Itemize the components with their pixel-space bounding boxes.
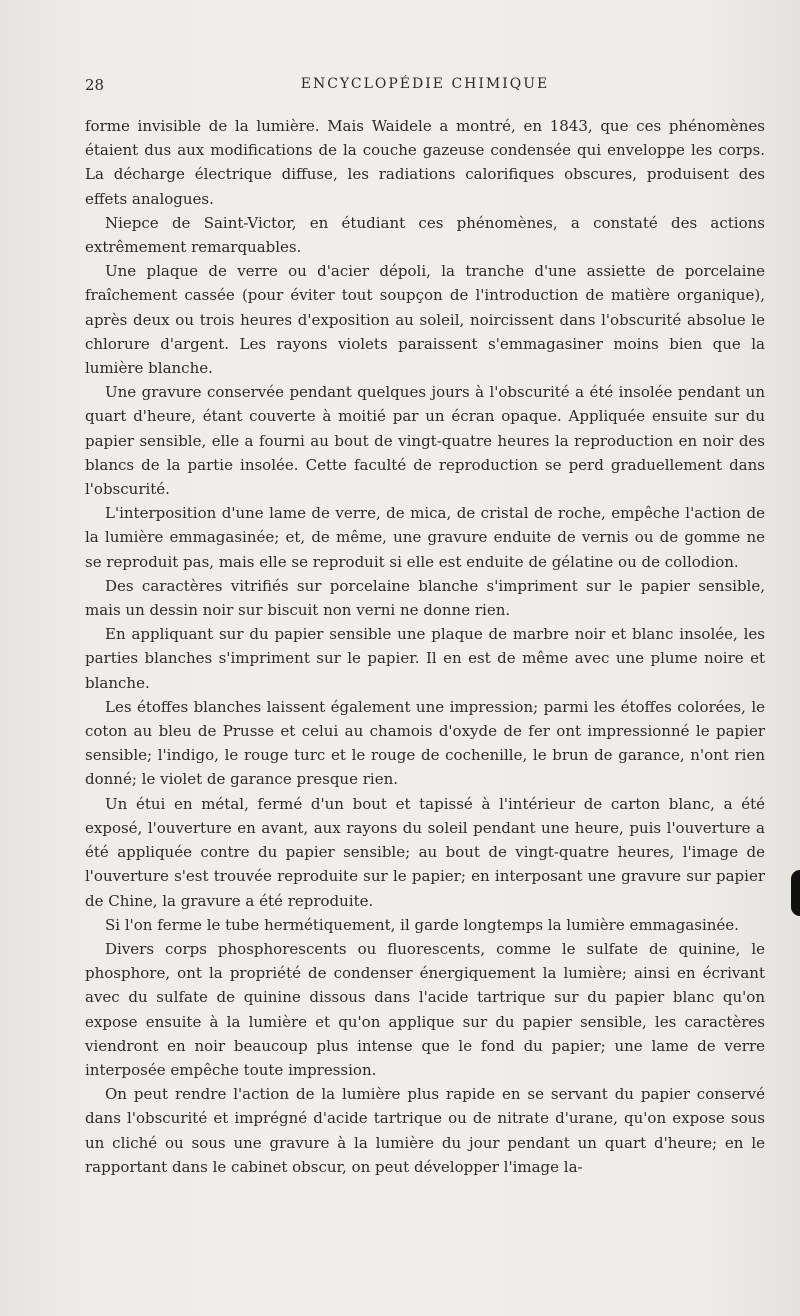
paragraph: Un étui en métal, fermé d'un bout et tapissé à l'intérieur de carton blanc, a été exposé, l'ouverture en avant, aux rayons du soleil pendant une heure, puis l'ouverture a été appliquée contre du papier sensible; au bout de vingt-quatre heures, l'image de l'ouverture s'est trouvée reproduite sur le papier; en interposant une gravure sur papier de Chine, la gravure a été reproduite. xyxy=(85,794,765,910)
paragraph: On peut rendre l'action de la lumière plus rapide en se servant du papier conservé dans l'obscurité et imprégné d'acide tartrique ou de nitrate d'urane, qu'on expose sous un cliché ou sous une gravure à la lumière du jour pendant un quart d'heure; en le rapportant dans le cabinet obscur, on peut développer l'image la- xyxy=(85,1085,765,1176)
paragraph: Si l'on ferme le tube hermétiquement, il garde longtemps la lumière emmagasinée. xyxy=(105,915,739,934)
paragraph: En appliquant sur du papier sensible une plaque de marbre noir et blanc insolée, les parties blanches s'impriment sur le papier. Il en est de même avec une plume noire et blanche. xyxy=(85,625,765,692)
paragraph: forme invisible de la lumière. Mais Waidele a montré, en 1843, que ces phénomènes étaient dus aux modifications de la couche gazeuse condensée qui enveloppe les corps. La décharge électrique diffuse, les radiations calorifiques obscures, produisent des effets analogues. xyxy=(85,117,765,208)
page-number: 28 xyxy=(85,76,105,94)
margin-mark xyxy=(791,870,800,916)
running-title: ENCYCLOPÉDIE CHIMIQUE xyxy=(300,76,550,92)
paragraph: Niepce de Saint-Victor, en étudiant ces phénomènes, a constaté des actions extrêmement remarquables. xyxy=(85,213,765,257)
text-body xyxy=(85,114,765,1179)
paragraph: Des caractères vitrifiés sur porcelaine blanche s'impriment sur le papier sensible, mais un dessin noir sur biscuit non verni ne donne rien. xyxy=(85,576,765,620)
paragraph: Divers corps phosphorescents ou fluorescents, comme le sulfate de quinine, le phosphore, ont la propriété de condenser énergiquement la lumière; ainsi en écrivant avec du sulfate de quinine dissous dans l'acide tartrique sur du papier blanc qu'on expose ensuite à la lumière et qu'on applique sur du papier sensible, les caractères viendront en noir beaucoup plus intense que le fond du papier; une lame de verre interposée empêche toute impression. xyxy=(85,939,765,1079)
paragraph: Une gravure conservée pendant quelques jours à l'obscurité a été insolée pendant un quart d'heure, étant couverte à moitié par un écran opaque. Appliquée ensuite sur du papier sensible, elle a fourni au bout de vingt-quatre heures la reproduction en noir des blancs de la partie insolée. Cette faculté de reproduction se perd graduellement dans l'obscurité. xyxy=(85,383,765,499)
paragraph: Une plaque de verre ou d'acier dépoli, la tranche d'une assiette de porcelaine fraîchement cassée (pour éviter tout soupçon de l'introduction de matière organique), après deux ou trois heures d'exposition au soleil, noircissent dans l'obscurité absolue le chlorure d'argent. Les rayons violets paraissent s'emmagasiner moins bien que la lumière blanche. xyxy=(85,262,765,378)
page-header xyxy=(85,76,765,96)
paragraph: Les étoffes blanches laissent également une impression; parmi les étoffes colorées, le coton au bleu de Prusse et celui au chamois d'oxyde de fer ont impressionné le papier sensible; l'indigo, le rouge turc et le rouge de cochenille, le brun de garance, n'ont rien donné; le violet de garance presque rien. xyxy=(85,697,765,789)
paragraph: L'interposition d'une lame de verre, de mica, de cristal de roche, empêche l'action de la lumière emmagasinée; et, de même, une gravure enduite de vernis ou de gomme ne se reproduit pas, mais elle se reproduit si elle est enduite de gélatine ou de collodion. xyxy=(85,504,765,571)
